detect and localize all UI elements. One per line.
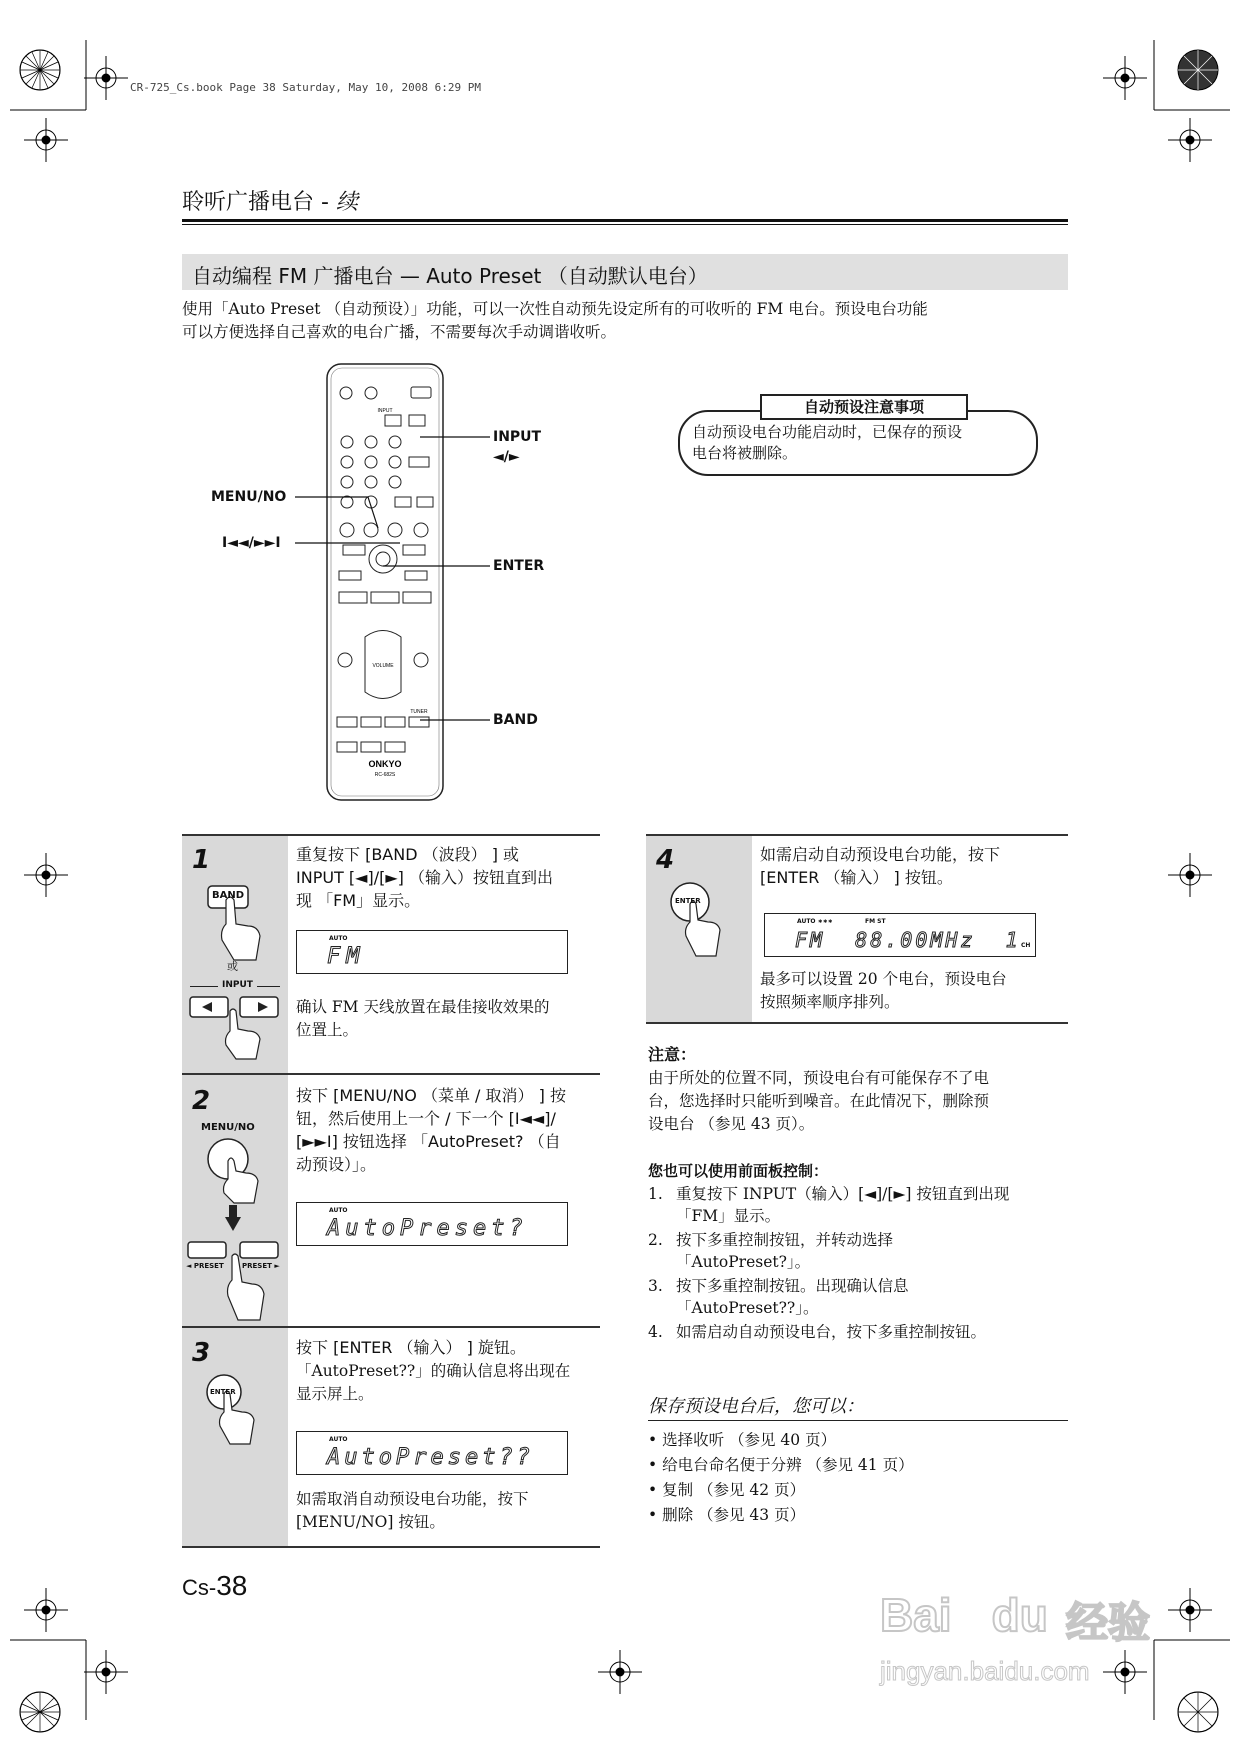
step-2-display bbox=[296, 1202, 568, 1246]
step-1-after-line: 确认 FM 天线放置在最佳接收效果的 bbox=[296, 998, 550, 1016]
step-2-line: [►►I] 按钮选择 「AutoPreset? （自 bbox=[296, 1132, 561, 1151]
step-3-button-label: ENTER bbox=[210, 1388, 236, 1396]
notice-callout-title: 自动预设注意事项 bbox=[760, 394, 968, 420]
intro-line: 使用「Auto Preset （自动预设）」功能，可以一次性自动预先设定所有的可收听的 FM 电台。预设电台功能 bbox=[182, 300, 928, 318]
step-1-text bbox=[296, 843, 596, 912]
after-save-item-text: 选择收听 （参见 40 页） bbox=[662, 1431, 837, 1449]
watermark-url: jingyan.baidu.com bbox=[880, 1656, 1090, 1686]
step-3-sub bbox=[296, 1360, 596, 1406]
step-rule bbox=[646, 1022, 1068, 1024]
item-line: 按下多重控制按钮。出现确认信息 bbox=[676, 1277, 909, 1295]
front-panel-list bbox=[648, 1183, 1068, 1343]
page-title-suffix: 续 bbox=[335, 190, 358, 215]
note-line: 台，您选择时只能听到噪音。在此情况下，删除预 bbox=[648, 1092, 990, 1110]
step-3-sub-line: 显示屏上。 bbox=[296, 1385, 374, 1403]
display-ch-tag: CH bbox=[1021, 942, 1031, 949]
step-1-after-line: 位置上。 bbox=[296, 1021, 359, 1039]
after-save-item-text: 给电台命名便于分辨 （参见 41 页） bbox=[662, 1456, 914, 1474]
baidu-watermark bbox=[880, 1582, 1180, 1702]
page-title-main: 聆听广播电台 - bbox=[182, 190, 336, 215]
display-auto-tag: AUTO bbox=[329, 1436, 348, 1443]
watermark-brand-b: du bbox=[991, 1589, 1048, 1641]
step-4-text bbox=[760, 843, 1060, 889]
step-1-or: 或 bbox=[227, 960, 238, 973]
step-4-enter-button-illustration bbox=[668, 880, 728, 960]
step-3-after-line: 如需取消自动预设电台功能，按下 bbox=[296, 1490, 529, 1508]
after-save-item: • 给电台命名便于分辨 （参见 41 页） bbox=[648, 1456, 914, 1474]
after-save-item-text: 删除 （参见 43 页） bbox=[662, 1506, 806, 1524]
note-body bbox=[648, 1067, 1068, 1136]
front-panel-heading: 您也可以使用前面板控制： bbox=[648, 1162, 829, 1180]
step-rule bbox=[182, 1326, 600, 1328]
display-auto-tag: AUTO bbox=[329, 935, 348, 942]
remote-tuner-label: TUNER bbox=[410, 709, 428, 715]
remote-label-input-arrows: ◄/► bbox=[493, 449, 520, 465]
step-1-after bbox=[296, 996, 596, 1042]
step-2-line: 钮，然后使用上一个 / 下一个 [I◄◄]/ bbox=[296, 1109, 556, 1128]
preset-left-label: ◄ PRESET bbox=[186, 1262, 224, 1270]
step-2-preset-buttons-illustration bbox=[186, 1240, 282, 1324]
remote-volume-label: VOLUME bbox=[372, 663, 394, 669]
display-auto-tag: AUTO bbox=[329, 1207, 348, 1214]
step-rule bbox=[182, 1073, 600, 1075]
step-3-text bbox=[296, 1336, 596, 1359]
step-1-band-button-label: BAND bbox=[212, 890, 245, 901]
watermark-brand bbox=[880, 1588, 1048, 1642]
step-4-after-line: 按照频率顺序排列。 bbox=[760, 993, 900, 1011]
watermark-brand-a: Bai bbox=[880, 1589, 952, 1641]
remote-label-skip: I◄◄/►►I bbox=[222, 535, 281, 551]
step-2-line: 动预设）」。 bbox=[296, 1155, 377, 1174]
step-1-input-label: INPUT bbox=[218, 980, 257, 990]
step-1-line: 重复按下 [BAND （波段） ] 或 bbox=[296, 845, 520, 864]
item-line: 「AutoPreset??」。 bbox=[676, 1299, 819, 1317]
step-2-menu-button-illustration bbox=[204, 1135, 274, 1205]
page-number bbox=[182, 1570, 247, 1602]
front-panel-item bbox=[648, 1183, 1068, 1227]
step-3-line: 按下 [ENTER （输入） ] 旋钮。 bbox=[296, 1338, 526, 1357]
notice-line: 自动预设电台功能启动时，已保存的预设 bbox=[692, 423, 963, 441]
remote-label-band: BAND bbox=[493, 712, 538, 728]
notice-line: 电台将被删除。 bbox=[692, 444, 798, 462]
step-4-after-line: 最多可以设置 20 个电台，预设电台 bbox=[760, 970, 1007, 988]
display-text: AutoPreset? bbox=[327, 1216, 528, 1241]
remote-label-input: INPUT bbox=[493, 429, 542, 445]
item-line: 按下多重控制按钮，并转动选择 bbox=[676, 1231, 894, 1249]
step-1-input-buttons-illustration bbox=[188, 995, 283, 1061]
display-text: FM bbox=[327, 944, 366, 969]
step-1-number: 1 bbox=[192, 845, 211, 875]
front-panel-item bbox=[648, 1275, 1068, 1319]
step-3-enter-button-illustration bbox=[204, 1372, 264, 1448]
remote-label-menu-no: MENU/NO bbox=[211, 489, 287, 505]
step-3-number: 3 bbox=[192, 1338, 211, 1368]
step-2-text bbox=[296, 1084, 596, 1176]
step-1-line: 现 「FM」显示。 bbox=[296, 891, 421, 910]
step-2-number: 2 bbox=[192, 1086, 211, 1116]
step-4-line: [ENTER （输入） ] 按钮。 bbox=[760, 868, 953, 887]
step-4-number: 4 bbox=[656, 845, 675, 875]
after-save-item-text: 复制 （参见 42 页） bbox=[662, 1481, 806, 1499]
item-number: 2. bbox=[648, 1231, 663, 1249]
note-heading: 注意： bbox=[648, 1045, 697, 1064]
intro-line: 可以方便选择自己喜欢的电台广播，不需要每次手动调谐收听。 bbox=[182, 323, 617, 341]
step-2-button-label: MENU/NO bbox=[201, 1122, 255, 1133]
step-rule bbox=[182, 1546, 600, 1548]
print-header-meta: CR-725_Cs.book Page 38 Saturday, May 10, 2008 6:29 PM bbox=[130, 81, 481, 94]
page-number-prefix: Cs- bbox=[182, 1575, 217, 1600]
item-line: 「AutoPreset?」。 bbox=[676, 1253, 811, 1271]
display-text: AutoPreset?? bbox=[327, 1445, 534, 1470]
preset-right-label: PRESET ► bbox=[242, 1262, 280, 1270]
item-number: 4. bbox=[648, 1323, 663, 1341]
notice-callout-body bbox=[692, 422, 962, 464]
display-text: FM 88.00MHz 1 bbox=[795, 928, 1021, 952]
step-2-line: 按下 [MENU/NO （菜单 / 取消） ] 按 bbox=[296, 1086, 566, 1105]
display-auto-tag: AUTO ∗∗∗ bbox=[797, 918, 833, 925]
item-number: 1. bbox=[648, 1185, 663, 1203]
remote-input-label: INPUT bbox=[377, 408, 393, 414]
watermark-cn: 经验 bbox=[1066, 1598, 1151, 1647]
front-panel-item bbox=[648, 1229, 1068, 1273]
step-4-after bbox=[760, 968, 1060, 1014]
front-panel-item bbox=[648, 1321, 1068, 1343]
step-3-after bbox=[296, 1488, 596, 1534]
step-1-display bbox=[296, 930, 568, 974]
after-save-item: • 选择收听 （参见 40 页） bbox=[648, 1431, 837, 1449]
item-number: 3. bbox=[648, 1277, 663, 1295]
item-line: 「FM」显示。 bbox=[676, 1207, 781, 1225]
remote-label-enter: ENTER bbox=[493, 558, 545, 574]
arrow-down-icon bbox=[225, 1205, 241, 1231]
section-title: 自动编程 FM 广播电台 — Auto Preset （自动默认电台） bbox=[192, 264, 708, 288]
note-line: 由于所处的位置不同，预设电台有可能保存不了电 bbox=[648, 1069, 990, 1087]
note-line: 设电台 （参见 43 页）。 bbox=[648, 1115, 815, 1133]
item-line: 重复按下 INPUT（输入）[◄]/[►] 按钮直到出现 bbox=[676, 1185, 1010, 1203]
after-save-heading: 保存预设电台后，您可以： bbox=[648, 1396, 864, 1417]
step-4-display bbox=[764, 913, 1036, 957]
step-3-display bbox=[296, 1431, 568, 1475]
step-4-line: 如需启动自动预设电台功能，按下 bbox=[760, 845, 1001, 864]
item-line: 如需启动自动预设电台，按下多重控制按钮。 bbox=[676, 1323, 987, 1341]
after-save-rule bbox=[648, 1420, 1068, 1421]
step-3-sub-line: 「AutoPreset??」的确认信息将出现在 bbox=[296, 1362, 571, 1380]
after-save-list bbox=[648, 1428, 1068, 1528]
step-1-line: INPUT [◄]/[►] （输入）按钮直到出 bbox=[296, 868, 553, 887]
remote-brand: ONKYO bbox=[368, 759, 402, 769]
remote-model: RC-682S bbox=[374, 772, 396, 778]
step-3-after-line: [MENU/NO] 按钮。 bbox=[296, 1513, 445, 1531]
page-number-value: 38 bbox=[216, 1570, 248, 1601]
after-save-item: • 删除 （参见 43 页） bbox=[648, 1506, 806, 1524]
after-save-item: • 复制 （参见 42 页） bbox=[648, 1481, 806, 1499]
step-4-button-label: ENTER bbox=[675, 897, 701, 905]
display-fmst-tag: FM ST bbox=[865, 918, 886, 925]
